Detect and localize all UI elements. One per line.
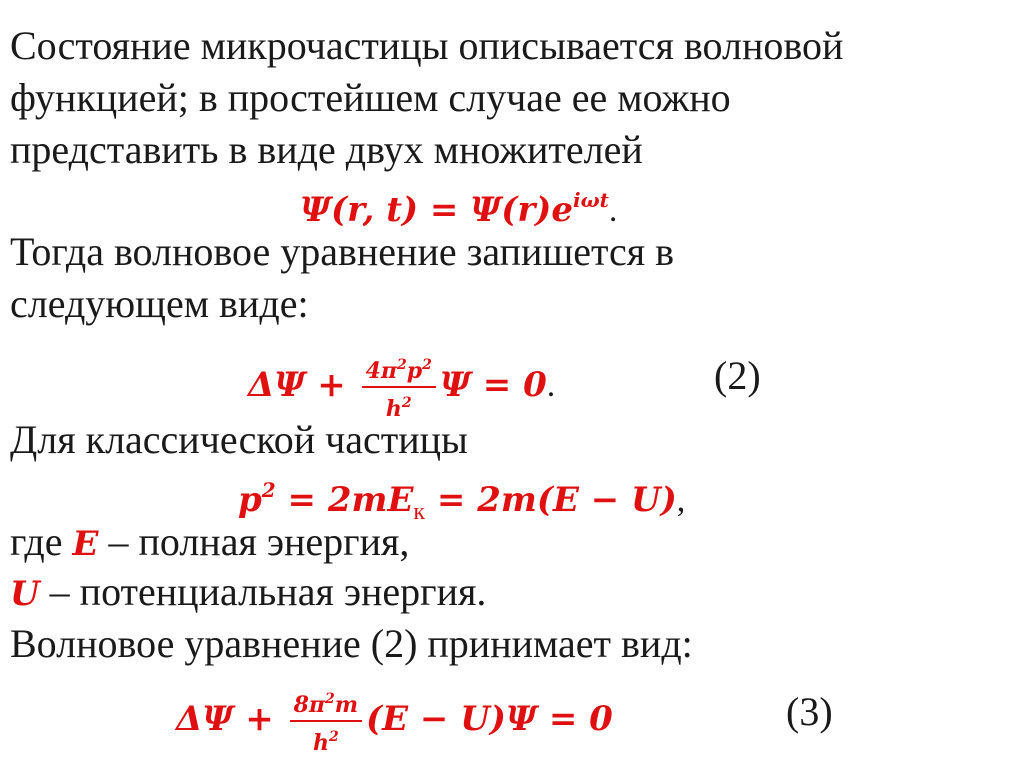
equation-3-num-sup: 2 bbox=[325, 691, 335, 707]
equation-momentum-rhs: = 2m(E − U) bbox=[425, 480, 677, 520]
equation-3-suffix: (E − U)Ψ = 0 bbox=[366, 699, 613, 739]
equation-2-num-b: p bbox=[406, 358, 423, 384]
text-line-8 bbox=[10, 568, 486, 618]
equation-3-num-a: 8π bbox=[293, 692, 326, 718]
equation-3-den-sup: 2 bbox=[328, 729, 339, 745]
equation-3-den: h bbox=[312, 730, 329, 756]
equation-2-num-sup1: 2 bbox=[397, 357, 407, 373]
equation-2-num-sup2: 2 bbox=[422, 357, 432, 373]
text-line-7 bbox=[10, 518, 409, 568]
equation-momentum-mid: = 2mE bbox=[275, 480, 414, 520]
equation-3-number: (3) bbox=[786, 689, 833, 734]
equation-2-den: h bbox=[385, 396, 402, 422]
equation-2-num-a: 4π bbox=[365, 358, 398, 384]
text-line-7-rest: – полная энергия, bbox=[98, 519, 410, 564]
text-line-1: Состояние микрочастицы описывается волновой bbox=[10, 23, 844, 68]
equation-wavefunction bbox=[300, 176, 617, 235]
equation-3-prefix: ΔΨ + bbox=[176, 699, 286, 739]
equation-2-period: . bbox=[546, 367, 556, 404]
equation-momentum-p: p bbox=[238, 480, 262, 520]
equation-2 bbox=[248, 352, 555, 422]
equation-3-numerator bbox=[290, 686, 362, 722]
equation-2-number: (2) bbox=[714, 353, 761, 398]
equation-momentum-sub: к bbox=[413, 499, 426, 525]
equation-momentum-sup: 2 bbox=[261, 478, 276, 502]
equation-3-num-b: m bbox=[334, 692, 359, 718]
text-line-7-var: E bbox=[72, 524, 99, 564]
equation-3 bbox=[176, 686, 613, 756]
equation-momentum-comma: , bbox=[676, 482, 686, 519]
equation-wavefunction-exponent: iωt bbox=[572, 188, 609, 212]
text-line-7-prefix: где bbox=[10, 519, 73, 564]
equation-2-fraction bbox=[362, 352, 436, 422]
equation-3-fraction bbox=[290, 686, 362, 756]
text-line-8-rest: – потенциальная энергия. bbox=[39, 569, 487, 614]
equation-2-suffix: Ψ = 0 bbox=[439, 365, 547, 405]
text-line-9: Волновое уравнение (2) принимает вид: bbox=[10, 621, 693, 666]
text-line-5: следующем виде: bbox=[10, 281, 309, 326]
equation-2-prefix: ΔΨ + bbox=[248, 365, 358, 405]
equation-2-numerator bbox=[362, 352, 436, 388]
equation-wavefunction-period: . bbox=[608, 192, 618, 229]
equation-3-denominator bbox=[290, 722, 362, 756]
text-line-3: представить в виде двух множителей bbox=[10, 127, 643, 172]
text-line-6: Для классической частицы bbox=[10, 417, 468, 462]
text-line-2: функцией; в простейшем случае ее можно bbox=[10, 75, 731, 120]
equation-2-den-sup: 2 bbox=[401, 395, 412, 411]
equation-wavefunction-body: Ψ(r, t) = Ψ(r)e bbox=[300, 190, 573, 230]
text-line-4: Тогда волновое уравнение запишется в bbox=[10, 229, 675, 274]
text-line-8-var: U bbox=[10, 574, 40, 614]
